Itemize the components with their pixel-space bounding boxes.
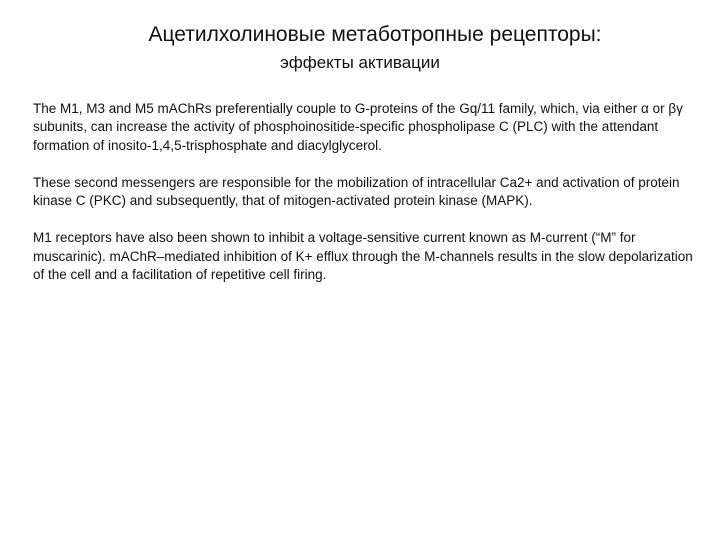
paragraph-second-messengers: These second messengers are responsible for the mobilization of intracellular Ca2+ and activation of protein kinase C (PKC) and subsequently, that of mitogen-activated protein kinase (MAPK). [33,174,680,209]
slide-body [33,100,693,303]
paragraph-gq-coupling: The M1, M3 and M5 mAChRs preferentially couple to G-proteins of the Gq/11 family, which, via either α or βγ subunits, can increase the activity of phosphoinositide-specific phospholipase C (PLC) with the attendant formation of inosito-1,4,5-trisphosphate and diacylglycerol. [33,101,683,153]
slide-title-block [0,22,720,74]
paragraph-m-current: M1 receptors have also been shown to inhibit a voltage-sensitive current known as M-current (“M” for muscarinic). mAChR–mediated inhibition of K+ efflux through the M-channels results in the slow depolarization of the cell and a facilitation of repetitive cell firing. [33,230,693,283]
slide-title: Ацетилхолиновые метаботропные рецепторы: [148,23,602,46]
slide-subtitle: эффекты активации [280,53,440,72]
